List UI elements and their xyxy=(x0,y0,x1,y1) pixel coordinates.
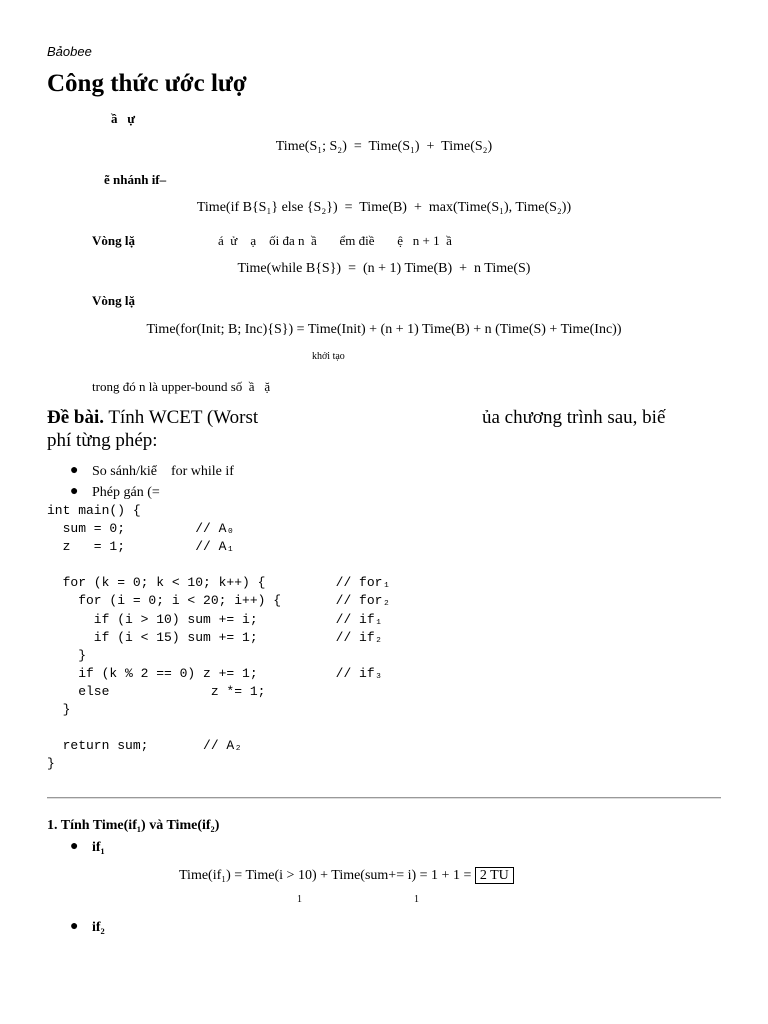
for-label: Vòng lặ xyxy=(92,293,135,308)
code-line: for (i = 0; i < 20; i++) { // for₂ xyxy=(47,593,391,609)
page-title: Công thức ước lượ xyxy=(47,70,247,97)
code-line: if (i < 15) sum += 1; // if₂ xyxy=(47,629,383,645)
section-1-heading: 1. Tính Time(if₁) và Time(if₂) xyxy=(47,818,220,833)
upper-bound-note: trong đó n là upper-bound số ầ ặ xyxy=(92,379,271,394)
code-line: z = 1; // A₁ xyxy=(47,539,235,555)
code-block xyxy=(47,502,390,773)
section-divider xyxy=(47,797,721,799)
if1-under-1: 1 xyxy=(297,894,302,905)
task-text-1: Tính WCET (Worst xyxy=(104,407,259,428)
code-line: if (k % 2 == 0) z += 1; // if₃ xyxy=(47,665,383,681)
code-line: } xyxy=(47,702,71,718)
code-line: for (k = 0; k < 10; k++) { // for₁ xyxy=(47,575,391,591)
task-label: Đề bài. xyxy=(47,407,104,428)
code-line: } xyxy=(47,647,87,663)
task-line-1 xyxy=(47,407,258,429)
if1-formula: Time(if₁) = Time(i > 10) + Time(sum+= i) = 1 + 1 = 2 TU xyxy=(179,868,514,884)
bullet-dot: ● xyxy=(70,839,79,854)
while-description: á ử ạ ối đa n ầ ểm điề ệ n + 1 ầ xyxy=(218,233,452,248)
cost-bullet-compare: ● So sánh/kiể for while if xyxy=(70,463,234,479)
if-formula: Time(if B{S₁} else {S₂}) = Time(B) + max(Time(S₁), Time(S₂)) xyxy=(196,200,572,215)
bullet-dot: ● xyxy=(70,484,79,499)
author-name: Bảobee xyxy=(47,44,92,59)
if1-bullet: ● if₁ xyxy=(70,839,105,855)
if2-bullet: ● if₂ xyxy=(70,919,105,935)
if1-result-box: 2 TU xyxy=(475,867,514,884)
if1-under-2: 1 xyxy=(414,894,419,905)
task-text-3: phí từng phép: xyxy=(47,430,158,451)
code-line: int main() { xyxy=(47,503,141,518)
bullet-dot: ● xyxy=(70,463,79,478)
init-annotation: khởi tạo xyxy=(312,351,345,362)
code-line: sum = 0; // A₀ xyxy=(47,521,235,537)
for-formula: Time(for(Init; B; Inc){S}) = Time(Init) + (n + 1) Time(B) + n (Time(S) + Time(Inc)) xyxy=(146,322,622,337)
while-label: Vòng lặ xyxy=(92,233,135,248)
code-line: else z *= 1; xyxy=(47,683,266,699)
bullet-dot: ● xyxy=(70,919,79,934)
code-line: return sum; // A₂ xyxy=(47,738,243,754)
if-branch-label: ẽ nhánh if– xyxy=(104,172,167,187)
sequence-formula: Time(S₁; S₂) = Time(S₁) + Time(S₂) xyxy=(275,139,493,154)
cost-bullet-assign: ● Phép gán (= xyxy=(70,484,160,500)
while-formula: Time(while B{S}) = (n + 1) Time(B) + n Time(S) xyxy=(237,261,531,276)
code-line: } xyxy=(47,756,55,772)
sequence-label: ầ ự xyxy=(111,111,136,126)
code-line: if (i > 10) sum += i; // if₁ xyxy=(47,611,383,627)
task-text-2: ủa chương trình sau, biế xyxy=(482,407,666,428)
